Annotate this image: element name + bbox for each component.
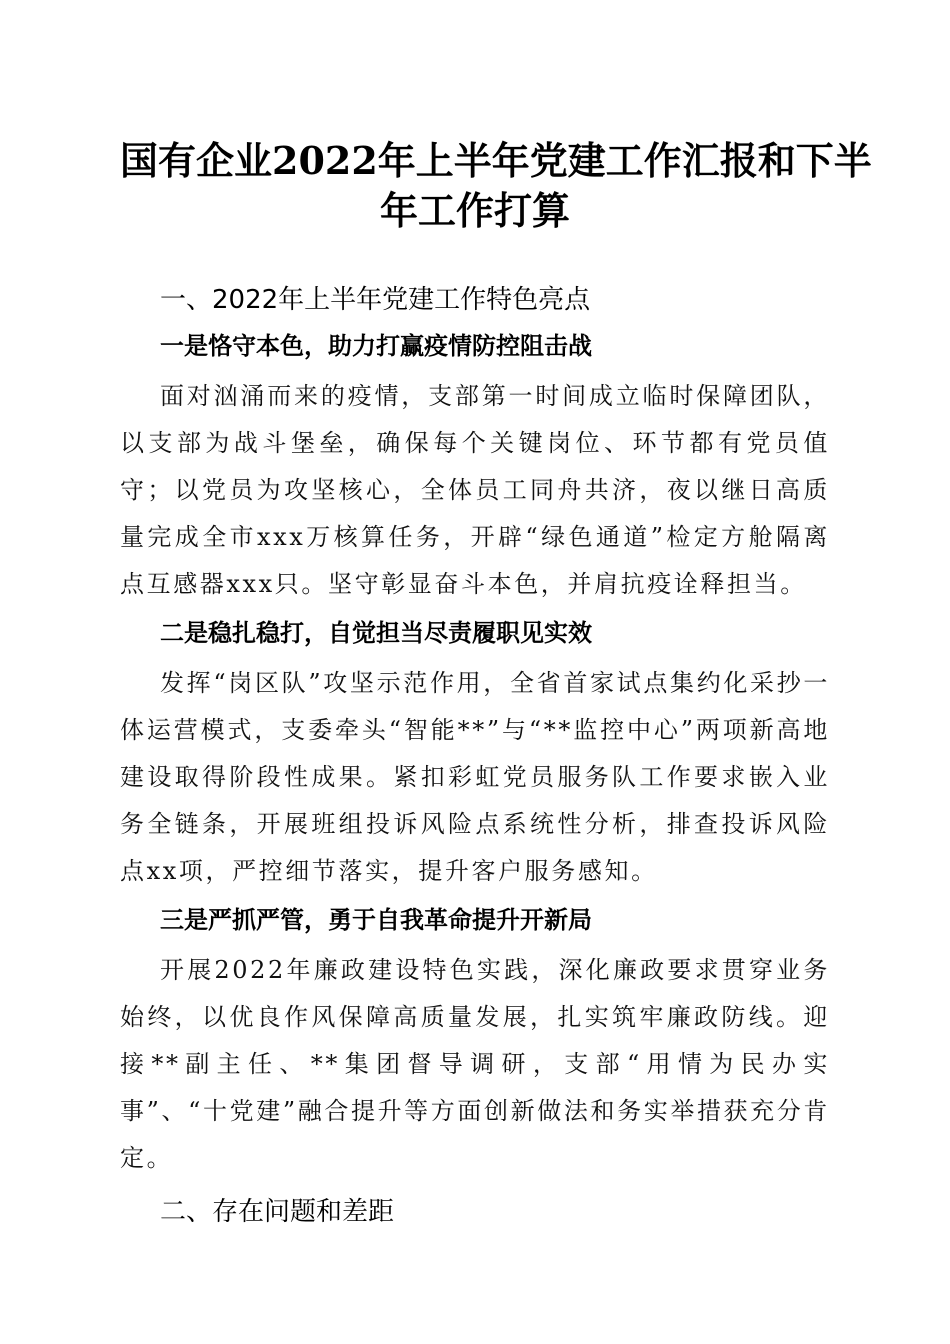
title-line-1: 国有企业2022年上半年党建工作汇报和下半 <box>120 138 872 183</box>
paragraph-2: 发挥“岗区队”攻坚示范作用，全省首家试点集约化采抄一体运营模式，支委牵头“智能**”与“**监控中心”两项新高地建设取得阶段性成果。紧扣彩虹党员服务队工作要求嵌入业务全链条，开展班组投诉风险点系统性分析，排查投诉风险点xx项，严控细节落实，提升客户服务感知。 <box>120 669 830 885</box>
section-2-heading: 二、存在问题和差距 <box>160 1197 395 1227</box>
title-line-2: 年工作打算 <box>379 188 570 233</box>
subheading-2: 二是稳扎稳打，自觉担当尽责履职见实效 <box>160 618 592 647</box>
paragraph-1: 面对汹涌而来的疫情，支部第一时间成立临时保障团队，以支部为战斗堡垒，确保每个关键岗位、环节都有党员值守；以党员为攻坚核心，全体员工同舟共济，夜以继日高质量完成全市xxx万核算任务，开辟“绿色通道”检定方舱隔离点互感器xxx只。坚守彰显奋斗本色，并肩抗疫诠释担当。 <box>120 382 830 598</box>
document-body <box>120 282 830 1230</box>
paragraph-3: 开展2022年廉政建设特色实践，深化廉政要求贯穿业务始终，以优良作风保障高质量发展，扎实筑牢廉政防线。迎接**副主任、**集团督导调研，支部“用情为民办实事”、“十党建”融合提升等方面创新做法和务实举措获充分肯定。 <box>120 956 830 1172</box>
document-title <box>120 136 872 236</box>
subheading-3: 三是严抓严管，勇于自我革命提升开新局 <box>160 905 592 934</box>
section-1-heading: 一、2022年上半年党建工作特色亮点 <box>160 285 591 315</box>
subheading-1: 一是恪守本色，助力打赢疫情防控阻击战 <box>160 331 592 360</box>
